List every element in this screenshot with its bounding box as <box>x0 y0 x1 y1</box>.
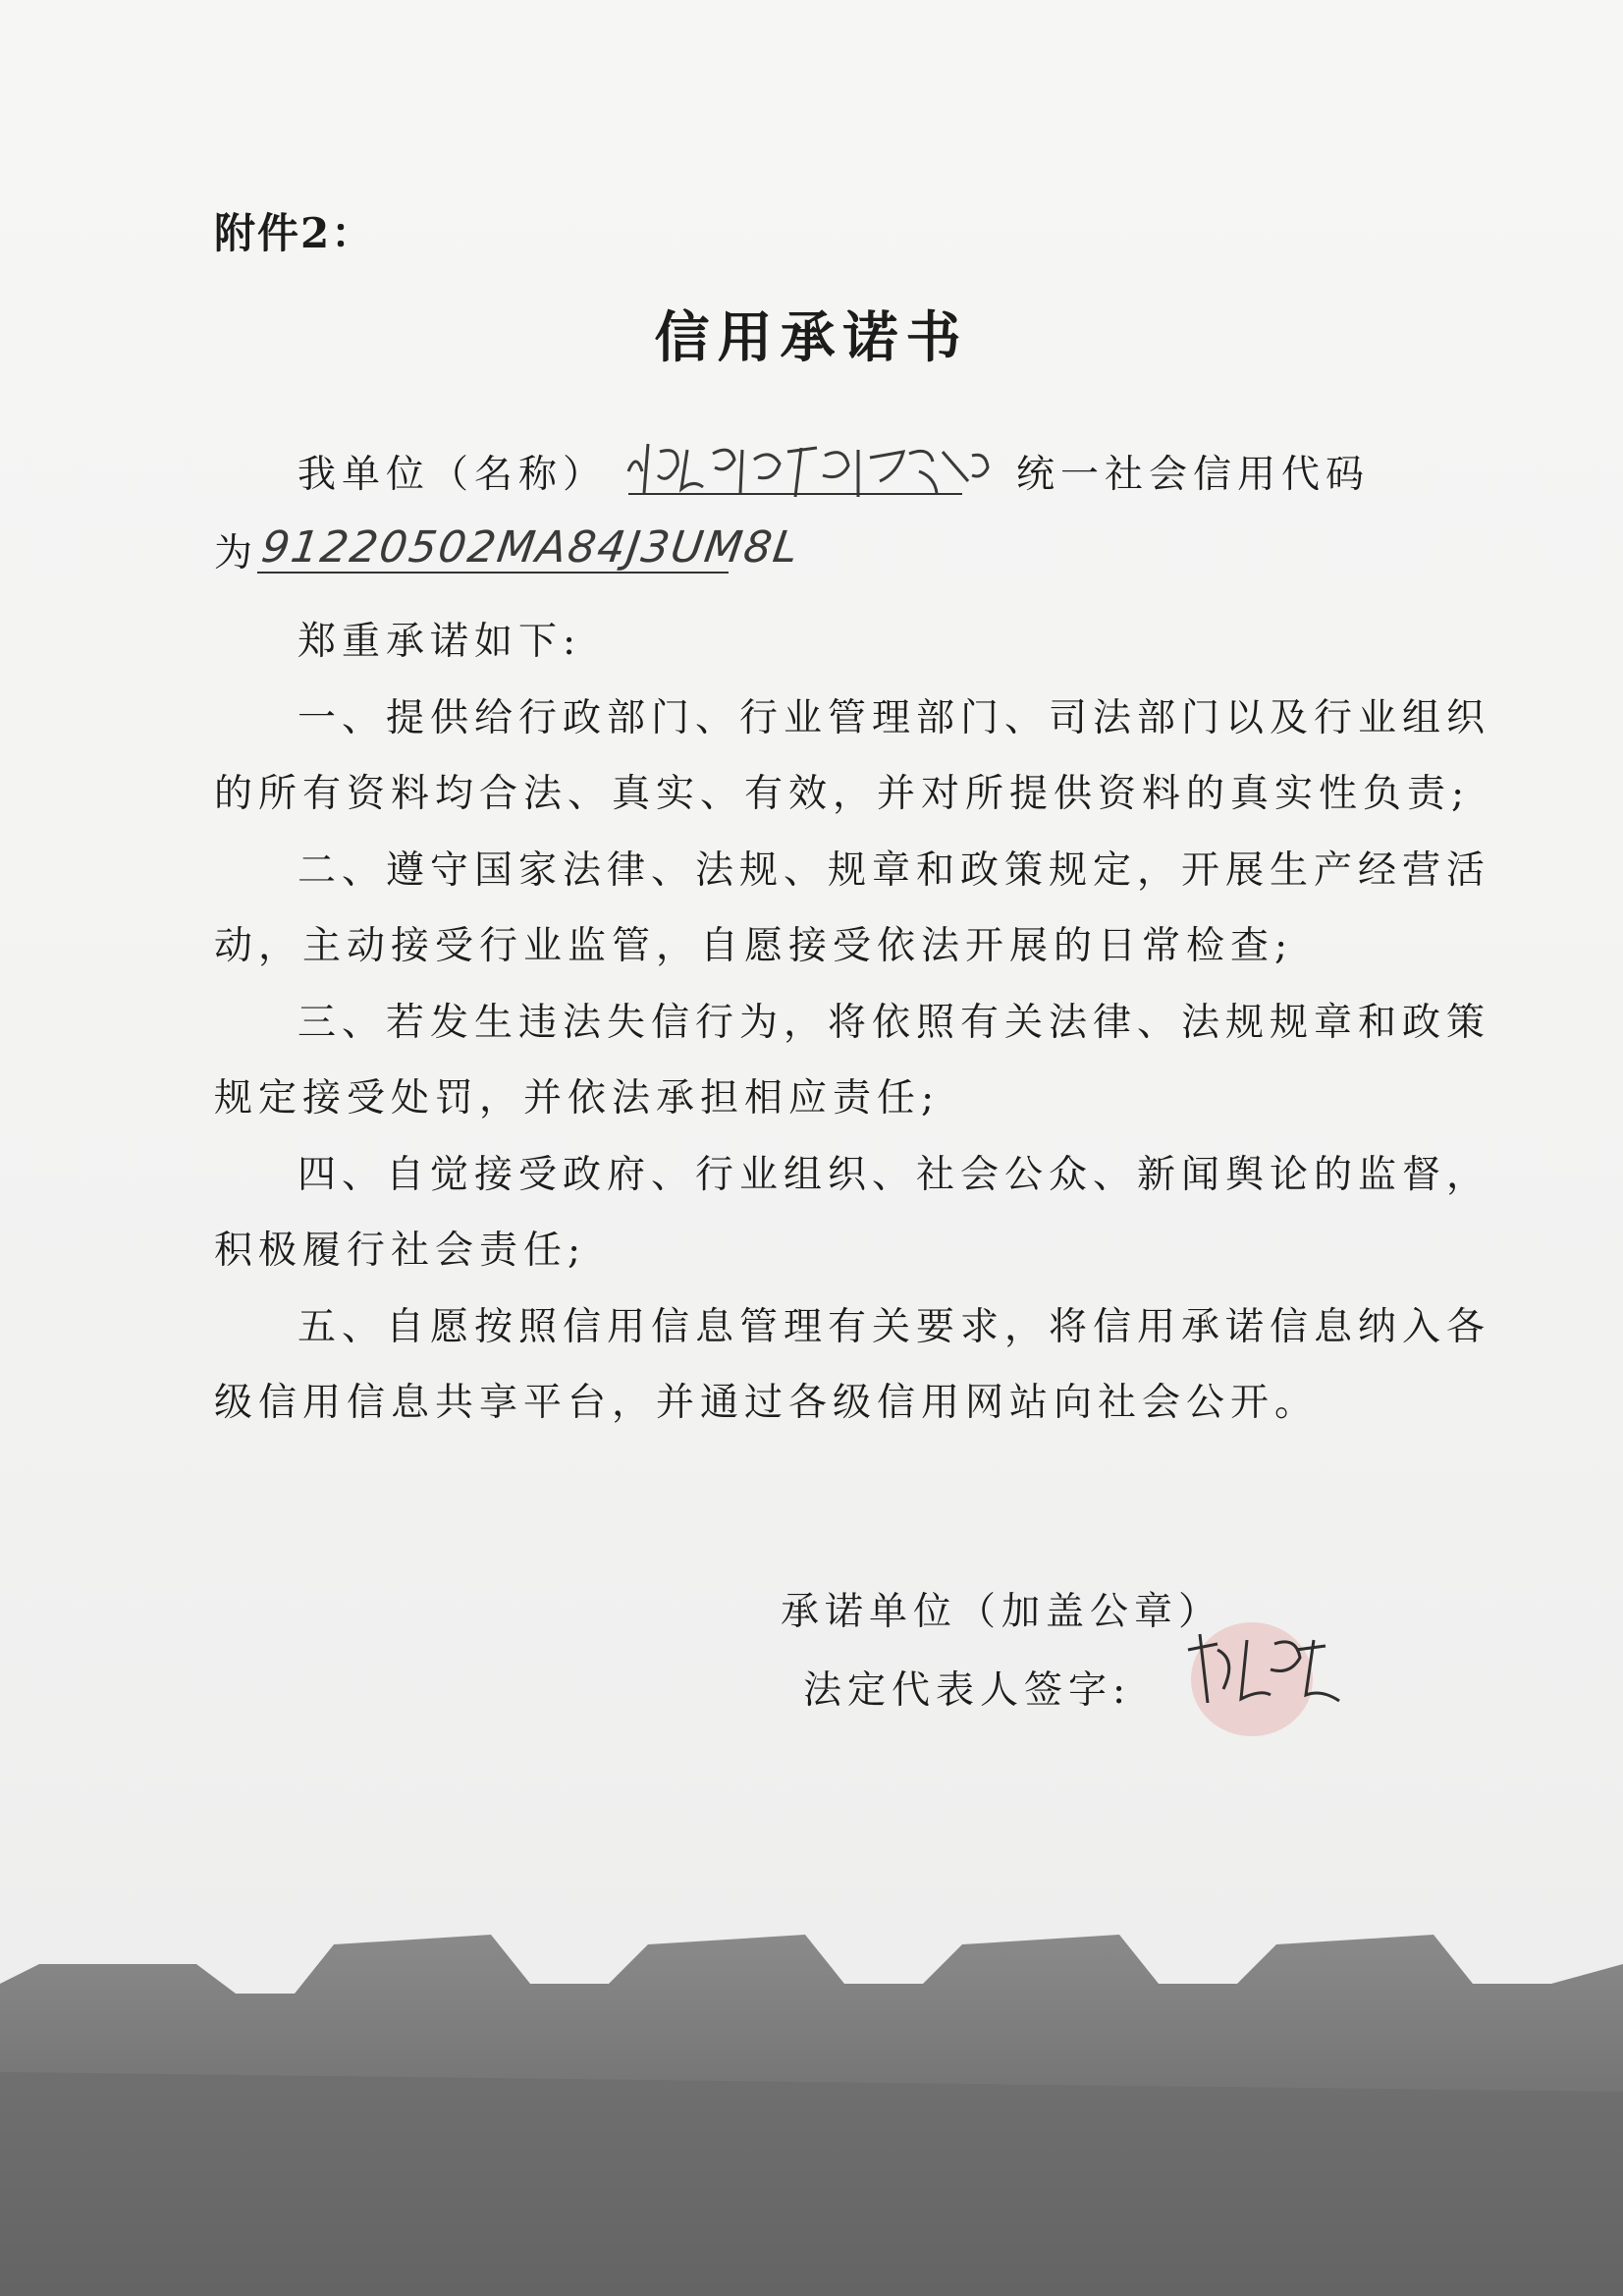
handwritten-credit-code <box>257 511 807 579</box>
item-4b: 积极履行社会责任; <box>214 1229 587 1273</box>
code-prefix: 为 <box>214 531 259 575</box>
code-underline <box>257 572 729 574</box>
intro-suffix: 统一社会信用代码 <box>1016 453 1371 497</box>
promise-lead: 郑重承诺如下: <box>298 620 582 664</box>
attachment-label: 附件2： <box>214 209 375 257</box>
svg-text:91220502MA84J3UM8L: 91220502MA84J3UM8L <box>258 522 803 573</box>
item-1b: 的所有资料均合法、真实、有效，并对所提供资料的真实性负责; <box>214 772 1471 816</box>
handwritten-unit-name <box>619 432 1011 511</box>
name-underline <box>628 493 962 495</box>
item-5a: 五、自愿按照信用信息管理有关要求，将信用承诺信息纳入各 <box>298 1305 1491 1349</box>
item-5b: 级信用信息共享平台，并通过各级信用网站向社会公开。 <box>214 1381 1320 1425</box>
item-2a: 二、遵守国家法律、法规、规章和政策规定，开展生产经营活 <box>298 848 1491 893</box>
intro-prefix: 我单位（名称） <box>298 453 608 497</box>
rep-sign-label: 法定代表人签字: <box>803 1668 1132 1713</box>
item-2b: 动，主动接受行业监管，自愿接受依法开展的日常检查; <box>214 924 1294 968</box>
signature-with-fingerprint <box>1149 1611 1375 1748</box>
unit-seal-label: 承诺单位（加盖公章） <box>781 1590 1223 1634</box>
item-3a: 三、若发生违法失信行为，将依照有关法律、法规规章和政策 <box>298 1001 1491 1045</box>
decorative-background-band <box>0 1925 1623 2296</box>
document-title: 信用承诺书 <box>654 305 969 370</box>
item-3b: 规定接受处罚，并依法承担相应责任; <box>214 1076 941 1121</box>
item-1a: 一、提供给行政部门、行业管理部门、司法部门以及行业组织 <box>298 696 1491 740</box>
item-4a: 四、自觉接受政府、行业组织、社会公众、新闻舆论的监督， <box>298 1153 1491 1197</box>
